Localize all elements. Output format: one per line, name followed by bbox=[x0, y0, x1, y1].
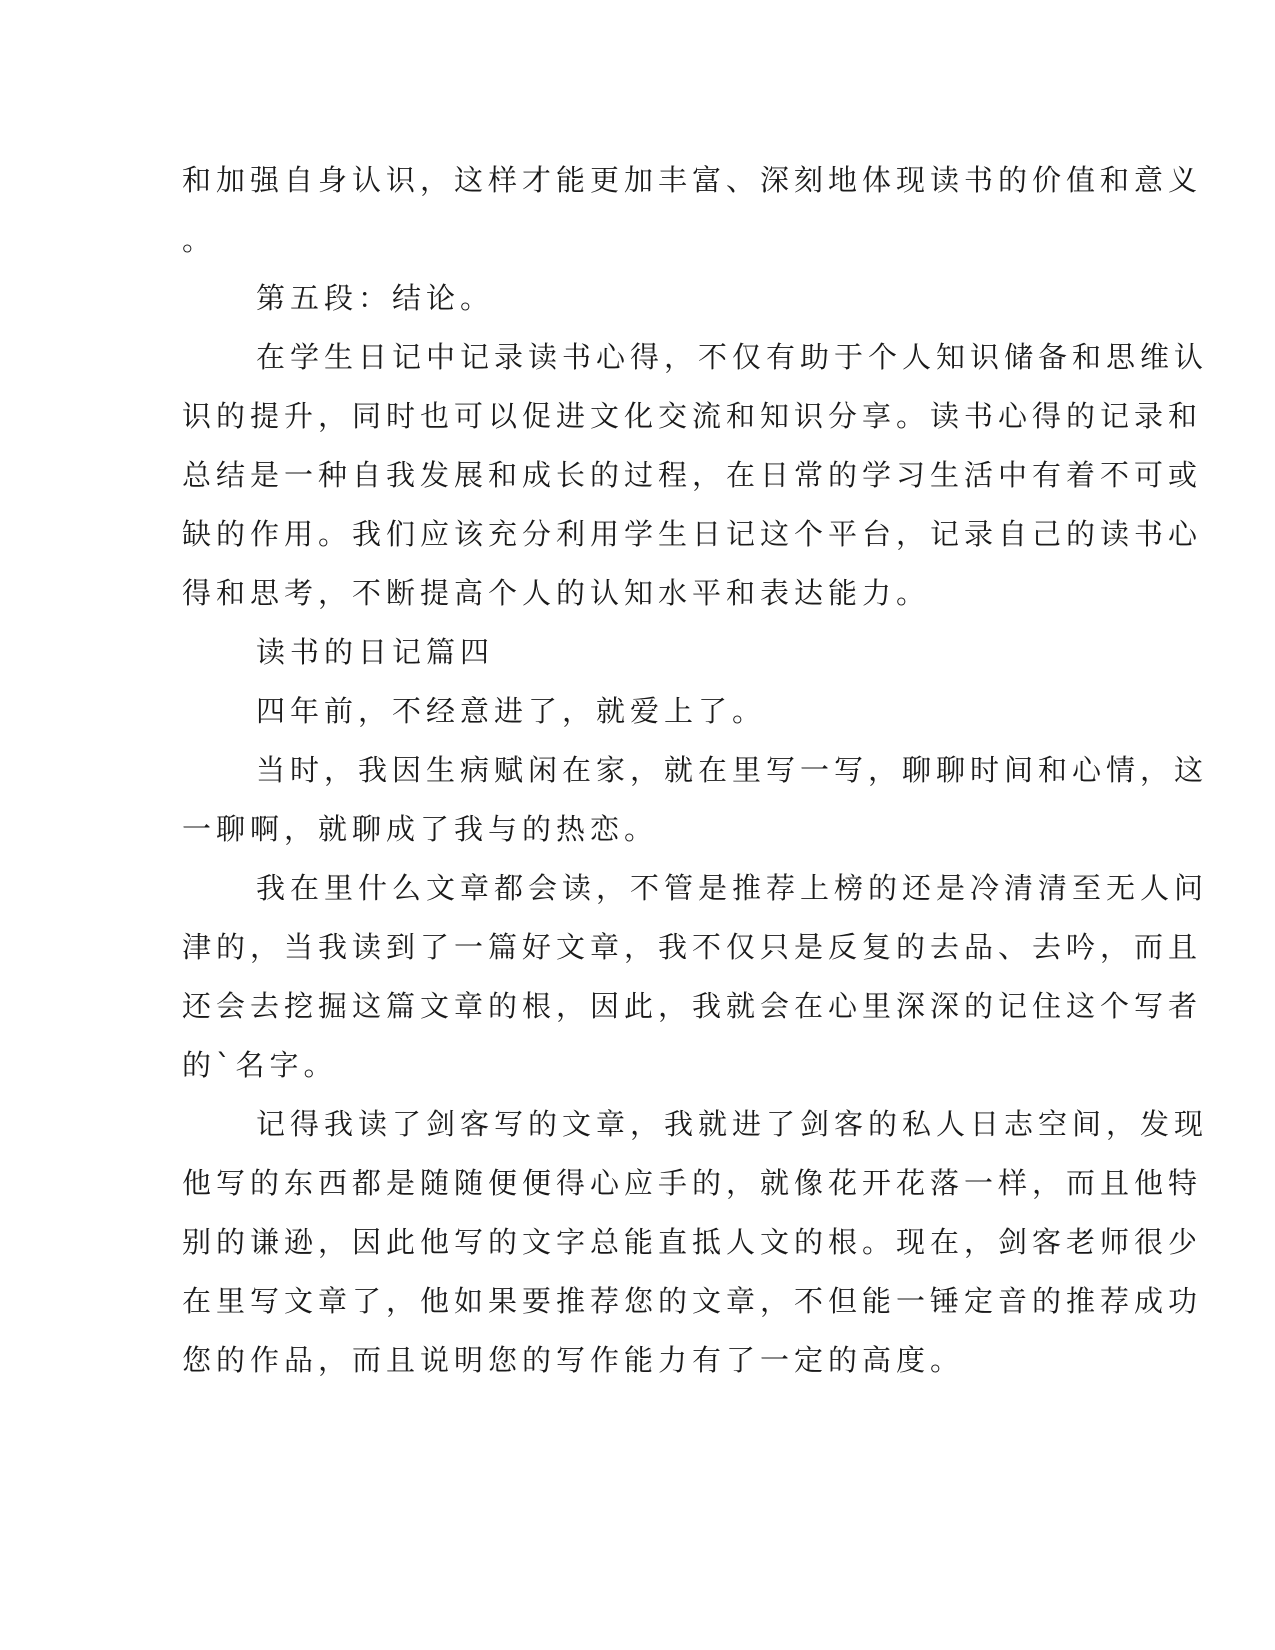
section-heading: 读书的日记篇四 bbox=[256, 635, 495, 669]
text-line: 在学生日记中记录读书心得，不仅有助于个人知识储备和思维认 bbox=[256, 340, 1209, 374]
section-heading: 第五段：结论。 bbox=[256, 281, 495, 315]
text-line: 还会去挖掘这篇文章的根，因此，我就会在心里深深的记住这个写者 bbox=[182, 989, 1203, 1023]
text-line: 的`名字。 bbox=[182, 1048, 338, 1082]
text-line: 津的，当我读到了一篇好文章，我不仅只是反复的去品、去吟，而且 bbox=[182, 930, 1203, 964]
text-line: 缺的作用。我们应该充分利用学生日记这个平台，记录自己的读书心 bbox=[182, 517, 1203, 551]
text-line: 四年前，不经意进了，就爱上了。 bbox=[256, 694, 767, 728]
text-line: 在里写文章了，他如果要推荐您的文章，不但能一锤定音的推荐成功 bbox=[182, 1284, 1203, 1318]
text-line: 您的作品，而且说明您的写作能力有了一定的高度。 bbox=[182, 1343, 965, 1377]
text-line: 识的提升，同时也可以促进文化交流和知识分享。读书心得的记录和 bbox=[182, 399, 1203, 433]
text-line: 和加强自身认识，这样才能更加丰富、深刻地体现读书的价值和意义 bbox=[182, 163, 1203, 197]
text-line: 当时，我因生病赋闲在家，就在里写一写，聊聊时间和心情，这 bbox=[256, 753, 1209, 787]
text-line: 别的谦逊，因此他写的文字总能直抵人文的根。现在，剑客老师很少 bbox=[182, 1225, 1203, 1259]
text-line: 总结是一种自我发展和成长的过程，在日常的学习生活中有着不可或 bbox=[182, 458, 1203, 492]
text-line: 得和思考，不断提高个人的认知水平和表达能力。 bbox=[182, 576, 931, 610]
text-line: 我在里什么文章都会读，不管是推荐上榜的还是冷清清至无人问 bbox=[256, 871, 1209, 905]
text-line: 一聊啊，就聊成了我与的热恋。 bbox=[182, 812, 659, 846]
text-line: 记得我读了剑客写的文章，我就进了剑客的私人日志空间，发现 bbox=[256, 1107, 1209, 1141]
text-line: 他写的东西都是随随便便得心应手的，就像花开花落一样，而且他特 bbox=[182, 1166, 1203, 1200]
text-line: 。 bbox=[182, 223, 217, 257]
